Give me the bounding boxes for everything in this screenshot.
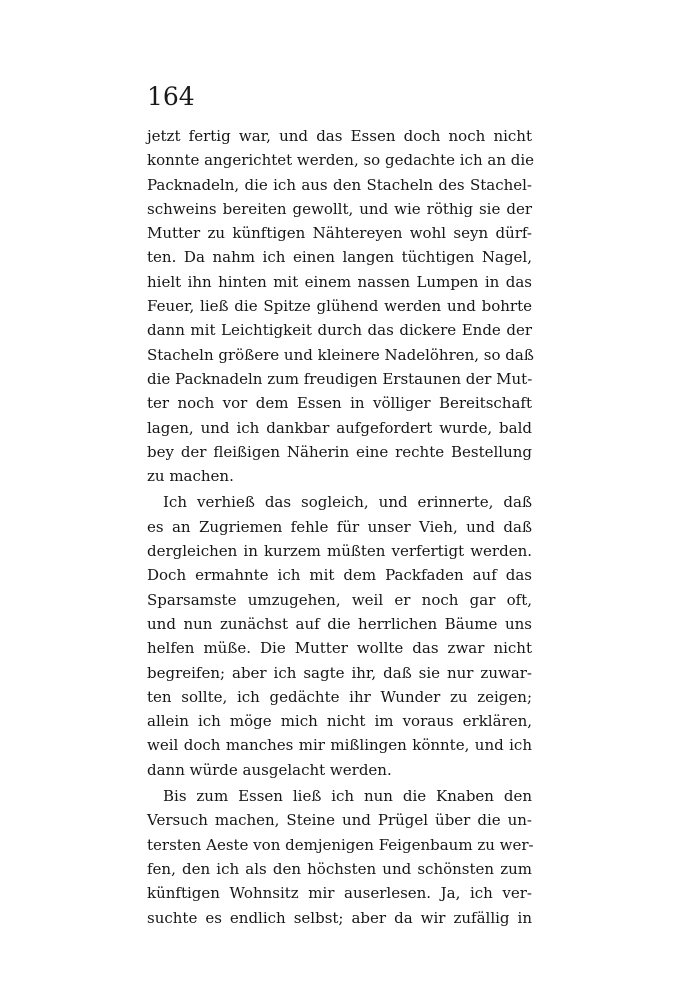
text-line: und nun zunächst auf die herrlichen Bäume uns: [147, 614, 532, 633]
text-line: dergleichen in kurzem müßten verfertigt werden.: [147, 542, 532, 561]
text-line: es an Zugriemen fehle für unser Vieh, und daß: [147, 517, 532, 536]
text-line: hielt ihn hinten mit einem nassen Lumpen in das: [147, 272, 532, 291]
page-number: 164: [147, 82, 195, 111]
text-line: Ich verhieß das sogleich, und erinnerte, daß: [163, 493, 532, 512]
text-line: konnte angerichtet werden, so gedachte ich an die: [147, 151, 535, 170]
text-line: Doch ermahnte ich mit dem Packfaden auf das: [147, 566, 532, 585]
text-line: Mutter zu künftigen Nähtereyen wohl seyn dürf-: [147, 224, 532, 243]
text-line: helfen müße. Die Mutter wollte das zwar nicht: [147, 639, 532, 658]
text-line: ten. Da nahm ich einen langen tüchtigen Nagel,: [147, 248, 532, 267]
text-line: Packnadeln, die ich aus den Stacheln des Stachel-: [147, 175, 532, 194]
text-line: die Packnadeln zum freudigen Erstaunen der Mut-: [147, 369, 533, 388]
text-line: dann würde ausgelacht werden.: [147, 760, 392, 779]
text-line: lagen, und ich dankbar aufgefordert wurde, bald: [147, 418, 532, 437]
text-line: jetzt fertig war, und das Essen doch noch nicht: [147, 127, 532, 145]
text-line: fen, den ich als den höchsten und schönsten zum: [147, 859, 532, 878]
text-line: bey der fleißigen Näherin eine rechte Bestellung: [147, 442, 532, 461]
text-line: Bis zum Essen ließ ich nun die Knaben den: [163, 787, 532, 806]
text-line: suchte es endlich selbst; aber da wir zufällig in: [147, 908, 532, 927]
text-line: dann mit Leichtigkeit durch das dickere Ende der: [147, 321, 532, 340]
paragraph-3: [147, 784, 532, 930]
text-line: schweins bereiten gewollt, und wie röthig sie der: [147, 199, 532, 218]
text-line: zu machen.: [147, 467, 234, 486]
text-line: künftigen Wohnsitz mir auserlesen. Ja, ich ver-: [147, 884, 532, 903]
text-line: allein ich möge mich nicht im voraus erklären,: [147, 712, 532, 731]
paragraph-2: [147, 490, 532, 782]
text-line: ter noch vor dem Essen in völliger Bereitschaft: [147, 394, 532, 413]
text-line: Versuch machen, Steine und Prügel über die un-: [147, 811, 532, 830]
paragraph-1: [147, 124, 535, 488]
text-line: begreifen; aber ich sagte ihr, daß sie nur zuwar-: [147, 663, 532, 682]
text-line: Stacheln größere und kleinere Nadelöhren, so daß: [147, 345, 534, 364]
text-line: Feuer, ließ die Spitze glühend werden und bohrte: [147, 297, 532, 316]
text-line: ten sollte, ich gedächte ihr Wunder zu zeigen;: [147, 687, 532, 706]
text-line: tersten Aeste von demjenigen Feigenbaum zu wer-: [147, 835, 534, 854]
body-text: [147, 124, 535, 930]
text-line: weil doch manches mir mißlingen könnte, und ich: [147, 736, 532, 755]
text-line: Sparsamste umzugehen, weil er noch gar oft,: [147, 590, 532, 609]
